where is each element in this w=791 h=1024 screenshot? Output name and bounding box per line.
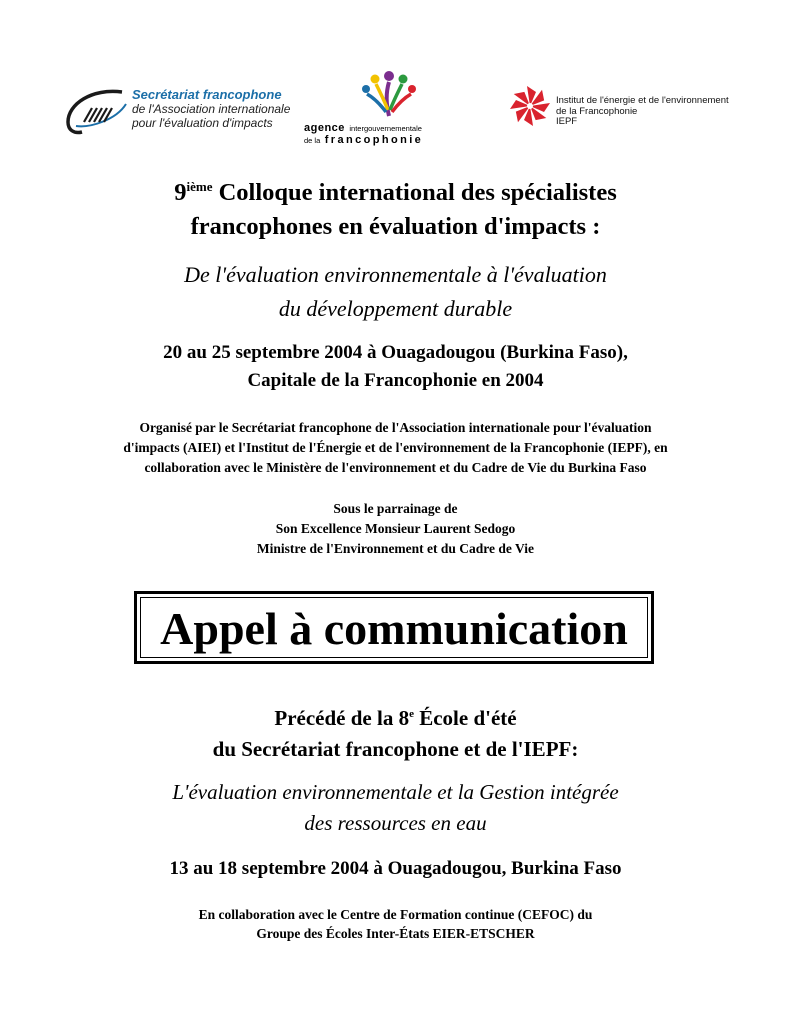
ecole-line-1-pre: Précédé de la 8	[274, 706, 410, 730]
appel-communication-title: Appel à communication	[140, 597, 648, 658]
colloque-title-line-2: francophones en évaluation d'impacts :	[190, 213, 601, 240]
ecole-heading	[0, 703, 791, 765]
colloque-dates-line-1: 20 au 25 septembre 2004 à Ouagadougou (Burkina Faso),	[163, 342, 628, 363]
patronage-block	[0, 499, 791, 559]
ecole-collab-line-1: En collaboration avec le Centre de Formation continue (CEFOC) du	[198, 907, 593, 922]
secretariat-francophone-logo	[62, 86, 312, 138]
sf-logo-line-2: de l'Association internationale	[132, 102, 291, 116]
organisation-line-2: d'impacts (AIEI) et l'Institut de l'Énergie et de l'environnement de la Francophonie (IEPF), en	[123, 440, 668, 455]
iepf-logo-line-2: de la Francophonie	[556, 105, 638, 117]
aif-francophonie-word: francophonie	[324, 134, 424, 146]
colloque-ordinal-sup: ième	[186, 179, 213, 194]
secretariat-francophone-emblem-icon	[62, 86, 130, 138]
iepf-logo-line-3: IEPF	[556, 116, 578, 127]
aif-agence-word: agence	[304, 122, 345, 134]
iepf-star-icon	[508, 84, 552, 128]
colloque-dates-line-2: Capitale de la Francophonie en 2004	[247, 370, 544, 391]
colloque-subtitle-line-2: du développement durable	[278, 296, 513, 321]
patronage-line-1: Sous le parrainage de	[333, 501, 458, 516]
francophonie-figures-icon	[356, 70, 422, 122]
iepf-logo	[508, 84, 748, 134]
ecole-subtitle-line-1: L'évaluation environnementale et la Gestion intégrée	[172, 780, 619, 804]
ecole-subtitle	[0, 777, 791, 839]
ecole-collab-line-2: Groupe des Écoles Inter-États EIER-ETSCHER	[256, 926, 535, 941]
colloque-ordinal: 9	[174, 179, 187, 206]
ecole-line-2: du Secrétariat francophone et de l'IEPF:	[212, 737, 579, 761]
patronage-line-3: Ministre de l'Environnement et du Cadre de Vie	[256, 541, 535, 556]
organisation-line-1: Organisé par le Secrétariat francophone de l'Association internationale pour l'évaluation	[139, 420, 652, 435]
appel-communication-box	[134, 591, 654, 664]
patronage-line-2: Son Excellence Monsieur Laurent Sedogo	[275, 521, 516, 536]
ecole-line-1	[0, 703, 791, 734]
ecole-dates: 13 au 18 septembre 2004 à Ouagadougou, Burkina Faso	[169, 858, 622, 879]
colloque-dates	[0, 339, 791, 395]
aif-intergouv-word: intergouvernementale	[349, 124, 422, 133]
colloque-subtitle	[0, 258, 791, 326]
colloque-title-line-1	[0, 176, 791, 210]
iepf-logo-line-1: Institut de l'énergie et de l'environnement	[556, 95, 729, 106]
ecole-collaboration	[0, 905, 791, 943]
organisation-paragraph	[0, 418, 791, 478]
organisation-line-3: collaboration avec le Ministère de l'environnement et du Cadre de Vie du Burkina Faso	[144, 460, 647, 475]
sf-logo-title: Secrétariat francophone	[132, 87, 282, 102]
aif-de-la-word: de la	[304, 136, 321, 145]
logos-row	[0, 70, 791, 150]
colloque-title-text-1: Colloque international des spécialistes	[218, 179, 617, 206]
colloque-title	[0, 176, 791, 244]
agence-francophonie-logo	[304, 70, 474, 145]
ecole-line-1-sup: e	[409, 708, 414, 720]
ecole-subtitle-line-2: des ressources en eau	[304, 811, 487, 835]
ecole-line-1-post: École d'été	[413, 706, 517, 730]
sf-logo-line-3: pour l'évaluation d'impacts	[132, 116, 273, 130]
colloque-subtitle-line-1: De l'évaluation environnementale à l'évaluation	[184, 262, 607, 287]
